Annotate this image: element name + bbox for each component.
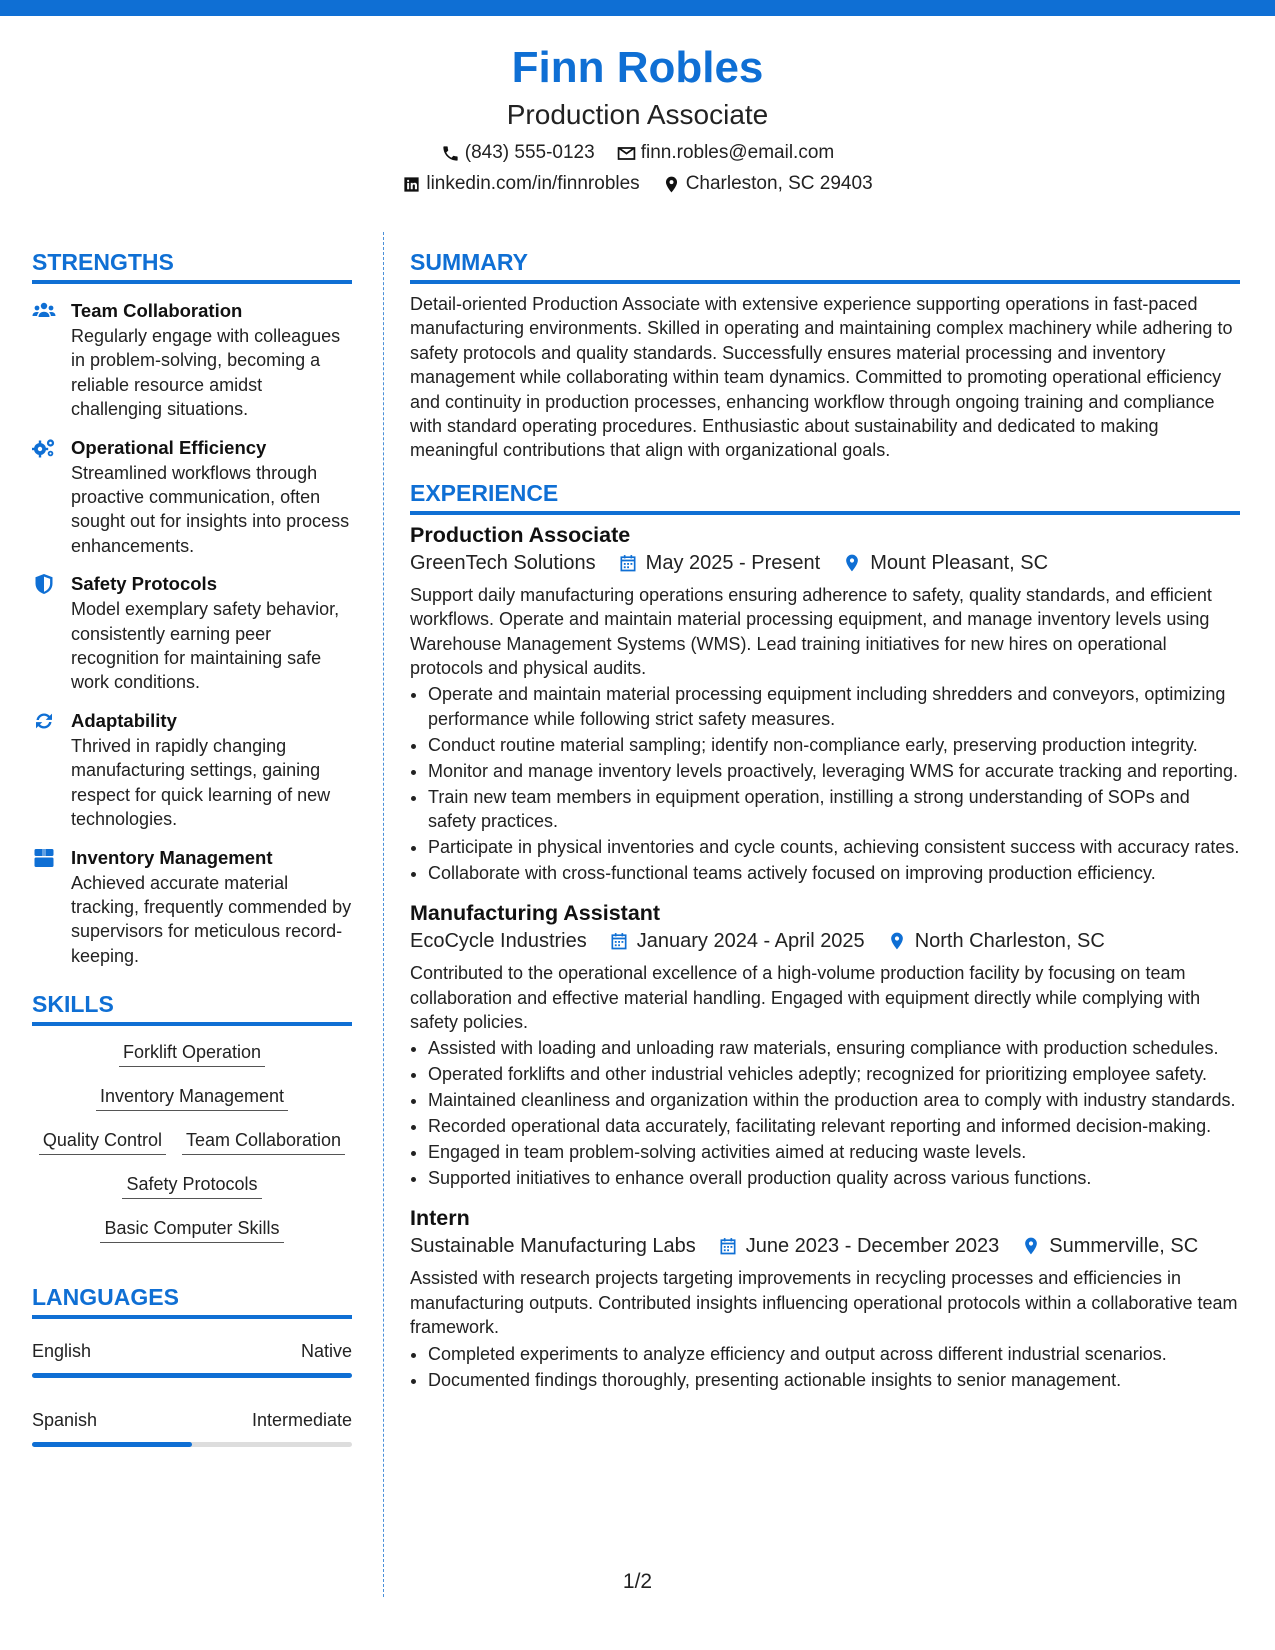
languages-heading: LANGUAGES <box>32 1283 352 1319</box>
job-bullet: • Supported initiatives to enhance overall production quality across various functions. <box>428 1166 1240 1190</box>
envelope-icon <box>617 144 636 163</box>
map-pin-icon <box>662 175 681 194</box>
calendar-icon <box>618 553 638 573</box>
job-company: EcoCycle Industries <box>410 930 587 953</box>
job-bullet: • Engaged in team problem-solving activities aimed at reducing waste levels. <box>428 1140 1240 1164</box>
strength-item <box>32 708 352 832</box>
sync-icon <box>32 710 56 732</box>
job-bullets <box>410 1342 1240 1392</box>
job-entry <box>410 1204 1240 1392</box>
linkedin-contact[interactable] <box>402 171 639 197</box>
strength-item <box>32 845 352 969</box>
calendar-icon <box>718 1236 738 1256</box>
job-description: Support daily manufacturing operations ensuring adherence to safety, quality standards, and efficient workflows. Operate and maintain material processing equipment, and manage inventory levels using Warehouse Management Systems (WMS). Lead training initiatives for new hires on operational protocols and physical audits. <box>410 584 1212 679</box>
map-pin-icon <box>1021 1236 1041 1256</box>
job-bullet: • Recorded operational data accurately, facilitating relevant reporting and informed decision-making. <box>428 1114 1240 1138</box>
location-text: Charleston, SC 29403 <box>685 173 873 194</box>
email-contact[interactable] <box>617 140 835 166</box>
job-meta <box>410 1232 1240 1260</box>
candidate-name: Finn Robles <box>511 43 764 92</box>
top-accent-bar <box>0 0 1275 16</box>
linkedin-icon <box>402 175 421 194</box>
language-item <box>32 1408 352 1447</box>
job-bullets <box>410 682 1240 885</box>
skills-list <box>32 1040 352 1243</box>
job-bullet: • Maintained cleanliness and organization within the production area to comply with industry standards. <box>428 1088 1240 1112</box>
strength-item <box>32 571 352 695</box>
column-divider <box>383 232 384 1597</box>
skill-tag: Quality Control <box>39 1128 166 1155</box>
strength-item <box>32 298 352 422</box>
job-title: Production Associate <box>410 522 631 547</box>
job-bullet: • Completed experiments to analyze efficiency and output across different industrial scenarios. <box>428 1342 1240 1366</box>
job-bullet: • Train new team members in equipment operation, instilling a strong understanding of SOPs and safety practices. <box>428 785 1240 834</box>
skills-heading: SKILLS <box>32 990 352 1026</box>
job-title: Intern <box>410 1206 470 1231</box>
language-proficiency-fill <box>32 1373 352 1378</box>
job-bullet: • Collaborate with cross-functional teams actively focused on improving production efficiency. <box>428 861 1240 885</box>
job-location: Mount Pleasant, SC <box>870 551 1049 574</box>
candidate-title: Production Associate <box>506 99 769 130</box>
summary-text: Detail-oriented Production Associate with extensive experience supporting operations in fast-paced manufacturing environments. Skilled in operating and maintaining complex machinery while adhering to safety protocols and quality standards. Successfully ensures material processing and inventory management while collaborating within team dynamics. Committed to promoting operational efficiency and continuity in production processes, enhancing workflow through ongoing training and compliance with standard operating procedures. Enthusiastic about sustainability and dedicated to making meaningful contributions that align with organizational goals. <box>410 294 1233 461</box>
job-company: Sustainable Manufacturing Labs <box>410 1235 696 1258</box>
job-entry <box>410 521 1240 885</box>
map-pin-icon <box>842 553 862 573</box>
phone-text: (843) 555-0123 <box>464 142 595 163</box>
strengths-heading: STRENGTHS <box>32 248 352 284</box>
phone-icon <box>441 144 460 163</box>
strength-desc: Model exemplary safety behavior, consistently earning peer recognition for maintaining safe work conditions. <box>71 599 340 693</box>
language-level: Native <box>300 1341 352 1362</box>
strength-title: Team Collaboration <box>71 300 243 321</box>
language-proficiency-bar <box>32 1373 352 1378</box>
strength-desc: Achieved accurate material tracking, frequently commended by supervisors for meticulous record-keeping. <box>71 872 352 966</box>
strength-desc: Thrived in rapidly changing manufacturing settings, gaining respect for quick learning of new technologies. <box>71 735 331 830</box>
location-contact <box>662 171 873 197</box>
experience-list <box>410 521 1240 1392</box>
map-pin-icon <box>887 931 907 951</box>
job-company: GreenTech Solutions <box>410 551 596 574</box>
contact-row-1 <box>0 140 1275 166</box>
skill-tag: Basic Computer Skills <box>100 1216 283 1243</box>
job-description: Contributed to the operational excellence of a high-volume production facility by focusing on team collaboration and effective material handling. Engaged with equipment directly while complying with safety policies. <box>410 963 1201 1033</box>
strength-desc: Regularly engage with colleagues in problem-solving, becoming a reliable resource amidst challenging situations. <box>71 326 341 420</box>
job-meta <box>410 927 1240 955</box>
experience-heading: EXPERIENCE <box>410 479 1240 515</box>
language-item <box>32 1339 352 1378</box>
job-bullet: • Conduct routine material sampling; identify non-compliance early, preserving production integrity. <box>428 733 1240 757</box>
skill-tag: Safety Protocols <box>122 1172 261 1199</box>
job-description: Assisted with research projects targeting improvements in recycling processes and efficiencies in manufacturing outputs. Contributed insights influencing operational protocols within a collaborative team framework. <box>410 1268 1238 1338</box>
job-entry <box>410 899 1240 1190</box>
job-dates: January 2024 - April 2025 <box>636 930 865 953</box>
job-bullet: • Operated forklifts and other industrial vehicles adeptly; recognized for prioritizing employee safety. <box>428 1062 1240 1086</box>
language-name: Spanish <box>32 1410 98 1431</box>
strength-title: Safety Protocols <box>71 573 217 595</box>
language-level: Intermediate <box>251 1410 352 1431</box>
gears-icon <box>32 437 56 459</box>
job-bullet: • Monitor and manage inventory levels proactively, leveraging WMS for accurate tracking and reporting. <box>428 759 1240 783</box>
job-bullet: • Participate in physical inventories and cycle counts, achieving consistent success with accuracy rates. <box>428 835 1240 859</box>
strength-title: Inventory Management <box>71 846 273 868</box>
right-column <box>410 248 1240 1406</box>
job-location: Summerville, SC <box>1049 1235 1199 1258</box>
phone-contact <box>441 140 595 166</box>
language-proficiency-fill <box>32 1442 192 1447</box>
left-column <box>32 248 352 1477</box>
resume-header <box>0 40 1275 197</box>
language-proficiency-bar <box>32 1442 352 1447</box>
linkedin-link[interactable]: linkedin.com/in/finnrobles <box>426 173 640 194</box>
calendar-icon <box>609 931 629 951</box>
job-dates: June 2023 - December 2023 <box>745 1235 1000 1258</box>
skill-tag: Forklift Operation <box>119 1040 265 1067</box>
job-bullet: • Documented findings thoroughly, presenting actionable insights to senior management. <box>428 1368 1240 1392</box>
job-meta <box>410 549 1240 577</box>
strength-title: Operational Efficiency <box>71 436 267 458</box>
job-bullets <box>410 1036 1240 1190</box>
page-number: 1/2 <box>622 1570 653 1593</box>
job-dates: May 2025 - Present <box>645 551 821 574</box>
skill-tag: Inventory Management <box>96 1084 288 1111</box>
shield-icon <box>32 573 56 595</box>
strength-desc: Streamlined workflows through proactive communication, often sought out for insights into process enhancements. <box>71 462 350 556</box>
skill-tag: Team Collaboration <box>182 1128 345 1155</box>
contact-row-2 <box>0 171 1275 197</box>
job-title: Manufacturing Assistant <box>410 901 661 926</box>
job-bullet: • Assisted with loading and unloading raw materials, ensuring compliance with production schedules. <box>428 1036 1240 1060</box>
job-location: North Charleston, SC <box>914 930 1105 953</box>
strength-title: Adaptability <box>71 709 177 731</box>
email-link[interactable]: finn.robles@email.com <box>640 142 835 163</box>
job-bullet: • Operate and maintain material processing equipment including shredders and conveyors, optimizing performance while following strict safety measures. <box>428 682 1240 731</box>
box-icon <box>32 847 56 869</box>
users-icon <box>32 300 56 322</box>
language-name: English <box>32 1341 92 1362</box>
strength-item <box>32 435 352 559</box>
summary-heading: SUMMARY <box>410 248 1240 284</box>
